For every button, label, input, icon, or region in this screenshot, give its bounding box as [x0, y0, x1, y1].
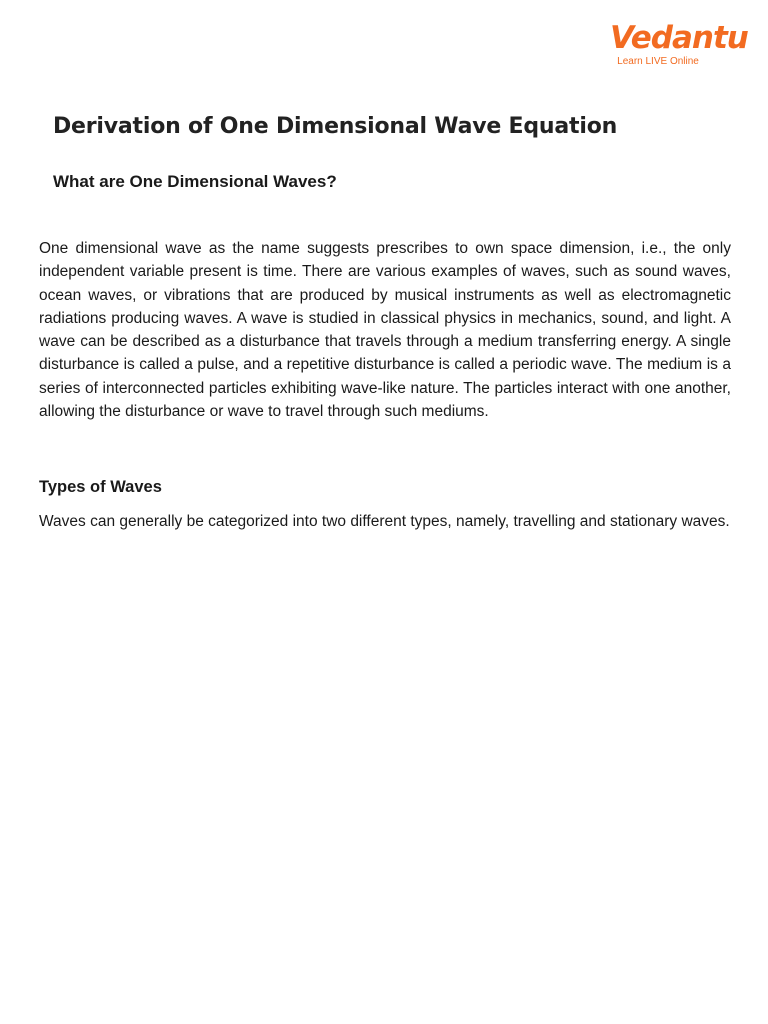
logo-tagline: Learn LIVE Online — [617, 56, 699, 67]
section-heading-one-dimensional-waves: What are One Dimensional Waves? — [53, 172, 337, 191]
section-heading-types-of-waves: Types of Waves — [39, 478, 162, 496]
page-title: Derivation of One Dimensional Wave Equation — [53, 114, 618, 139]
paragraph-types-of-waves: Waves can generally be categorized into two different types, namely, travelling and stationary waves. — [39, 513, 730, 530]
paragraph-one-dimensional-waves: One dimensional wave as the name suggests prescribes to own space dimension, i.e., the only independent variable present is time. There are various examples of waves, such as sound waves, ocean waves, or vibrations that are produced by musical instruments as well as electromagnetic radiations producing waves. A wave is studied in classical physics in mechanics, sound, and light. A wave can be described as a disturbance that travels through a medium transferring energy. A single disturbance is called a pulse, and a repetitive disturbance is called a periodic wave. The medium is a series of interconnected particles exhibiting wave-like nature. The particles interact with one another, allowing the disturbance or wave to travel through such mediums. — [39, 240, 731, 421]
logo-wordmark: Vedantu — [610, 20, 748, 56]
vedantu-logo — [610, 20, 748, 68]
